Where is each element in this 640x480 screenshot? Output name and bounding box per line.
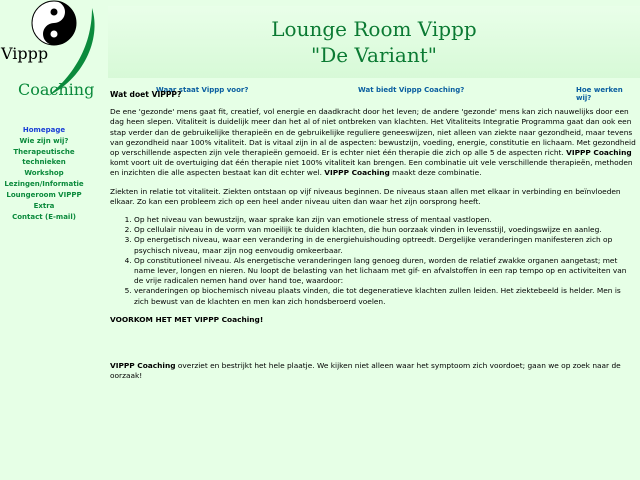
paragraph-final — [110, 361, 636, 381]
final-text: overziet en bestrijkt het hele plaatje. We kijken niet alleen waar het symptoom zich voordoet; gaan we op zoek naar de oorzaak! — [110, 361, 621, 381]
level-item: 1. Op het niveau van bewustzijn, waar sprake kan zijn van emotionele stress of mentaal vastlopen. — [134, 215, 636, 225]
page-title-line-1: Lounge Room Vippp — [271, 17, 477, 41]
page-title-line-2: "De Variant" — [311, 43, 437, 67]
paragraph-levels-intro: Ziekten in relatie tot vitaliteit. Ziekten ontstaan op vijf niveaus beginnen. De niveaus staan allen met elkaar in verbinding en beïnvloeden elkaar. Zo kan een probleem zich op een heel ander niveau uiten dan waar het zijn oorsprong heeft. — [110, 186, 621, 206]
level-item: 4. Op constitutioneel niveau. Als energetische veranderingen lang genoeg duren, worden de relatief zwakke organen aangetast; met name lever, longen en nieren. Nu loopt de belasting van het lichaam met gif- en afvalstoffen in een rap tempo op en activiteiten van de vrije radicalen nemen hand over hand toe, waardoor: — [134, 256, 636, 287]
nav-lectures[interactable]: Lezingen/Informatie — [4, 180, 84, 188]
nav-homepage[interactable]: Homepage — [22, 126, 66, 134]
link-where-stands-vippp[interactable]: Waar staat Vippp voor? — [156, 86, 249, 94]
logo — [0, 0, 104, 104]
nav-therapeutic-techniques[interactable]: Therapeutische technieken — [13, 148, 75, 166]
nav-who-are-we[interactable]: Wie zijn wij? — [19, 137, 69, 145]
nav-loungeroom[interactable]: Loungeroom VIPPP — [6, 191, 82, 199]
content-heading: Wat doet VIPPP? — [110, 90, 182, 99]
brand-inline-1: VIPPP Coaching — [566, 148, 632, 158]
side-nav — [0, 125, 88, 223]
intro-text-end: maakt deze combinatie. — [392, 168, 482, 178]
nav-contact[interactable]: Contact (E-mail) — [12, 213, 76, 221]
brand-name: Vippp — [1, 44, 49, 63]
brand-inline-2: VIPPP Coaching — [324, 168, 390, 178]
nav-extra[interactable]: Extra — [33, 202, 55, 210]
sidebar — [0, 0, 104, 480]
brand-subtitle: Coaching — [18, 80, 95, 99]
paragraph-intro — [110, 107, 636, 178]
brand-inline-final: VIPPP Coaching — [110, 361, 176, 371]
header-banner — [108, 6, 640, 78]
nav-workshop[interactable]: Workshop — [24, 169, 64, 177]
level-item: 2. Op cellulair niveau in de vorm van moeilijk te duiden klachten, die hun oorzaak vinden in levensstijl, voedingswijze en aanleg. — [134, 225, 636, 235]
level-item: 3. Op energetisch niveau, waar een verandering in de energiehuishouding optreedt. Dergelijke veranderingen manifesteren zich op psychisch niveau, maar zijn nog eenvoudig omkeerbaar. — [134, 235, 636, 255]
level-item: 5. veranderingen op biochemisch niveau plaats vinden, die tot degeneratieve klachten zullen leiden. Het ziektebeeld is helder. Men is zich bewust van de klachten en men kan zich hondsberoerd voelen. — [134, 286, 636, 306]
page-title — [108, 16, 640, 68]
intro-text-mid: komt voort uit de overtuiging dat één therapie niet 100% vitaliteit kan brengen. Een combinatie uit vele verschillende therapieën, methoden en inzichten die alle aspecten bestaat kan dit echter wel. — [110, 158, 633, 178]
link-what-offers-vippp[interactable]: Wat biedt Vippp Coaching? — [358, 86, 465, 94]
levels-list — [110, 215, 636, 307]
call-to-action: VOORKOM HET MET VIPPP Coaching! — [110, 314, 264, 324]
link-how-we-work[interactable]: Hoe werken wij? — [576, 86, 623, 102]
intro-text: De ene 'gezonde' mens gaat fit, creatief, vol energie en daadkracht door het leven; de andere 'gezonde' mens kan zich nauwelijks door een dag heen slepen. Vitaliteit is duidelijk meer dan het al of niet ontbreken van klachten. Het Vitaliteits Integratie Programma gaat dan ook een stap verder dan de gebruikelijke therapieën en de gebruikelijke reguliere geneeswijzen, niet alleen van ziekte naar gezondheid, maar tevens van gezondheid naar 100% vitaliteit. Dat is vitaal zijn in al de aspecten: bewustzijn, voeding, energie, constitutie en lichaam. Met gezondheid op verschillende aspecten zijn vele therapieën gemoeid. Er is echter niet één therapie die zich op alle 5 de aspecten richt. — [110, 107, 636, 158]
main-content — [110, 90, 636, 389]
